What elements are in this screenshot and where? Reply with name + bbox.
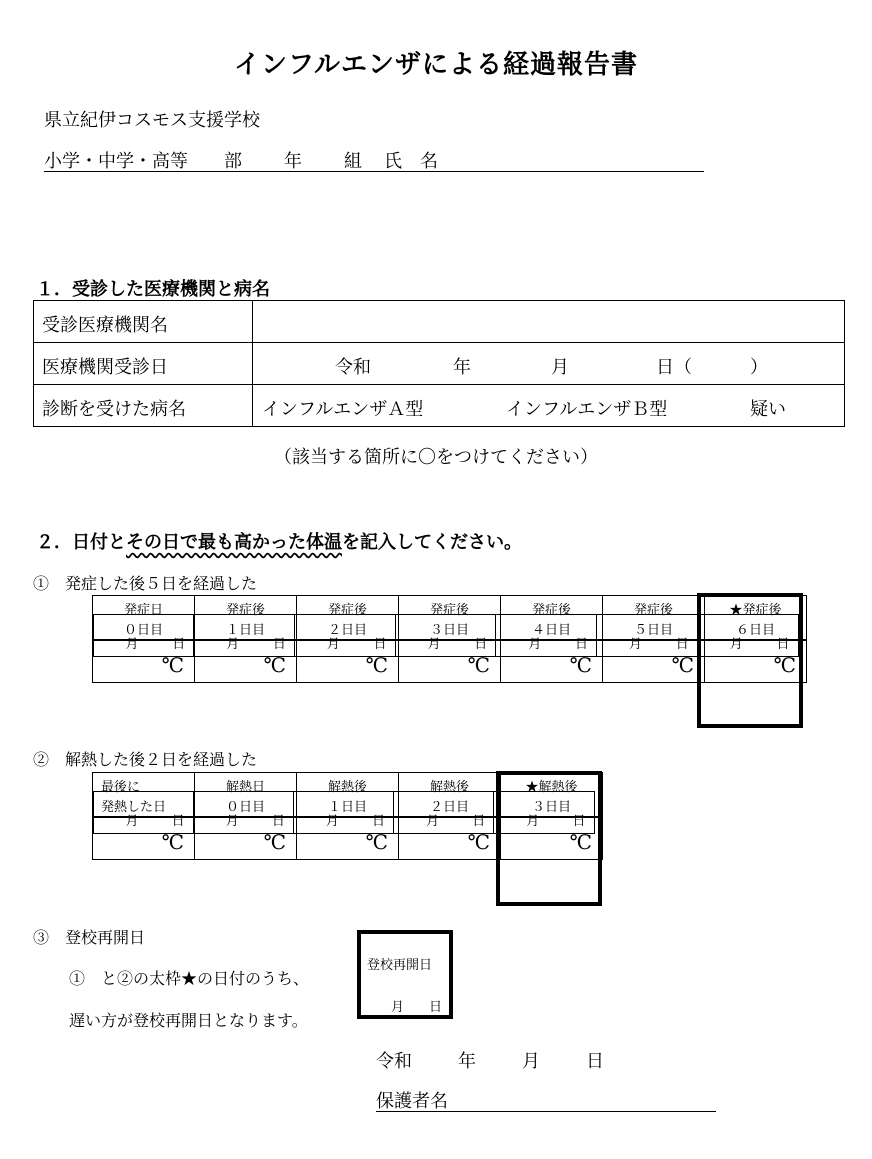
class-name-line[interactable] [44,147,704,172]
institution-field[interactable] [253,301,845,343]
onset-header-cell: 発症後 １日目 [195,596,297,640]
dept-label: 部 [224,151,242,172]
onset-temp-cell[interactable]: ℃ [93,641,195,683]
onset-label: ① 発症した後５日を経過した [33,574,258,593]
era-label: 令和 [335,357,371,378]
restart-rule-line1: ① と②の太枠★の日付のうち、 [69,969,310,988]
fever-temp-cell[interactable]: ℃ [501,818,603,860]
fever-header-cell: 最後に 発熱した日 [93,773,195,817]
fever-header-cell: 解熱後 ２日目 [399,773,501,817]
restart-box-month: 月 [391,1000,405,1015]
diagnosis-label: 診断を受けた病名 [34,385,253,427]
fever-day3-thick-frame [496,771,602,906]
restart-label: ③ 登校再開日 [33,928,146,947]
onset-date-cell[interactable]: 月 日 [395,614,496,656]
onset-temp-cell[interactable]: ℃ [603,641,705,683]
onset-temp-cell[interactable]: ℃ [195,641,297,683]
highest-temp-emphasis: その日で最も高かった体温 [126,532,342,553]
onset-temp-cell[interactable]: ℃ [399,641,501,683]
onset-header-cell: ★発症後 ６日目 [705,596,807,640]
onset-temp-cell[interactable]: ℃ [297,641,399,683]
year-label: 年 [284,151,302,172]
onset-header-cell: 発症後 ４日目 [501,596,603,640]
fever-header-cell: 解熱後 １日目 [297,773,399,817]
fever-temp-cell[interactable]: ℃ [297,818,399,860]
restart-rule-line2: 遅い方が登校再開日となります。 [69,1011,308,1030]
onset-date-cell[interactable]: 月 日 [597,614,698,656]
onset-date-cell[interactable]: 月 日 [697,614,798,656]
onset-temp-cell[interactable]: ℃ [705,641,807,683]
restart-date-box[interactable] [357,930,453,1019]
onset-header-cell: 発症後 ２日目 [297,596,399,640]
onset-day6-thick-frame [697,593,803,728]
onset-date-cell[interactable]: 月 日 [93,614,194,656]
onset-header-cell: 発症後 ５日目 [603,596,705,640]
fever-date-cell[interactable]: 月 日 [93,791,193,833]
guardian-label: 保護者名 [376,1091,448,1112]
year-label: 年 [453,357,471,378]
fever-label: ② 解熱した後２日を経過した [33,750,258,769]
fever-header-cell: ★解熱後 ３日目 [501,773,603,817]
weekday-close: ） [750,357,768,378]
guardian-name-line[interactable] [376,1087,716,1112]
onset-header-cell: 発症日 ０日目 [93,596,195,640]
onset-header-cell: 発症後 ３日目 [399,596,501,640]
diagnosis-option-b[interactable]: インフルエンザＢ型 [506,399,668,420]
onset-date-cell[interactable]: 月 日 [294,614,395,656]
group-label: 組 [344,151,362,172]
fever-temp-cell[interactable]: ℃ [93,818,195,860]
onset-date-cell[interactable]: 月 日 [496,614,597,656]
diagnosis-option-suspected[interactable]: 疑い [750,399,786,420]
fever-temp-cell[interactable]: ℃ [399,818,501,860]
name-label: 氏 名 [384,151,438,172]
onset-date-cell[interactable]: 月 日 [194,614,295,656]
diagnosis-field[interactable] [253,385,845,427]
diagnosis-option-a[interactable]: インフルエンザＡ型 [262,399,424,420]
fever-header-cell: 解熱日 ０日目 [195,773,297,817]
visit-date-label: 医療機関受診日 [34,343,253,385]
section2-heading: ２．日付とその日で最も高かった体温を記入してください。 [36,532,522,553]
signature-date[interactable]: 令和 年 月 日 [376,1051,604,1072]
fever-date-cell[interactable]: 月 日 [193,791,293,833]
institution-label: 受診医療機関名 [34,301,253,343]
page-title: インフルエンザによる経過報告書 [234,50,638,80]
fever-date-cell[interactable]: 月 日 [293,791,393,833]
month-label: 月 [551,357,569,378]
school-name: 県立紀伊コスモス支援学校 [44,110,260,131]
onset-temp-cell[interactable]: ℃ [501,641,603,683]
medical-table [33,300,845,427]
restart-box-title: 登校再開日 [367,958,433,973]
fever-date-cell[interactable]: 月 日 [494,791,594,833]
fever-date-cell[interactable]: 月 日 [394,791,494,833]
circle-instruction: （該当する箇所に〇をつけてください） [274,447,598,468]
restart-box-day: 日 [429,1000,443,1015]
fever-temp-cell[interactable]: ℃ [195,818,297,860]
division-options: 小学・中学・高等 [44,151,188,172]
day-label: 日（ [656,357,692,378]
section1-heading: １．受診した医療機関と病名 [36,279,270,300]
visit-date-field[interactable] [253,343,845,385]
